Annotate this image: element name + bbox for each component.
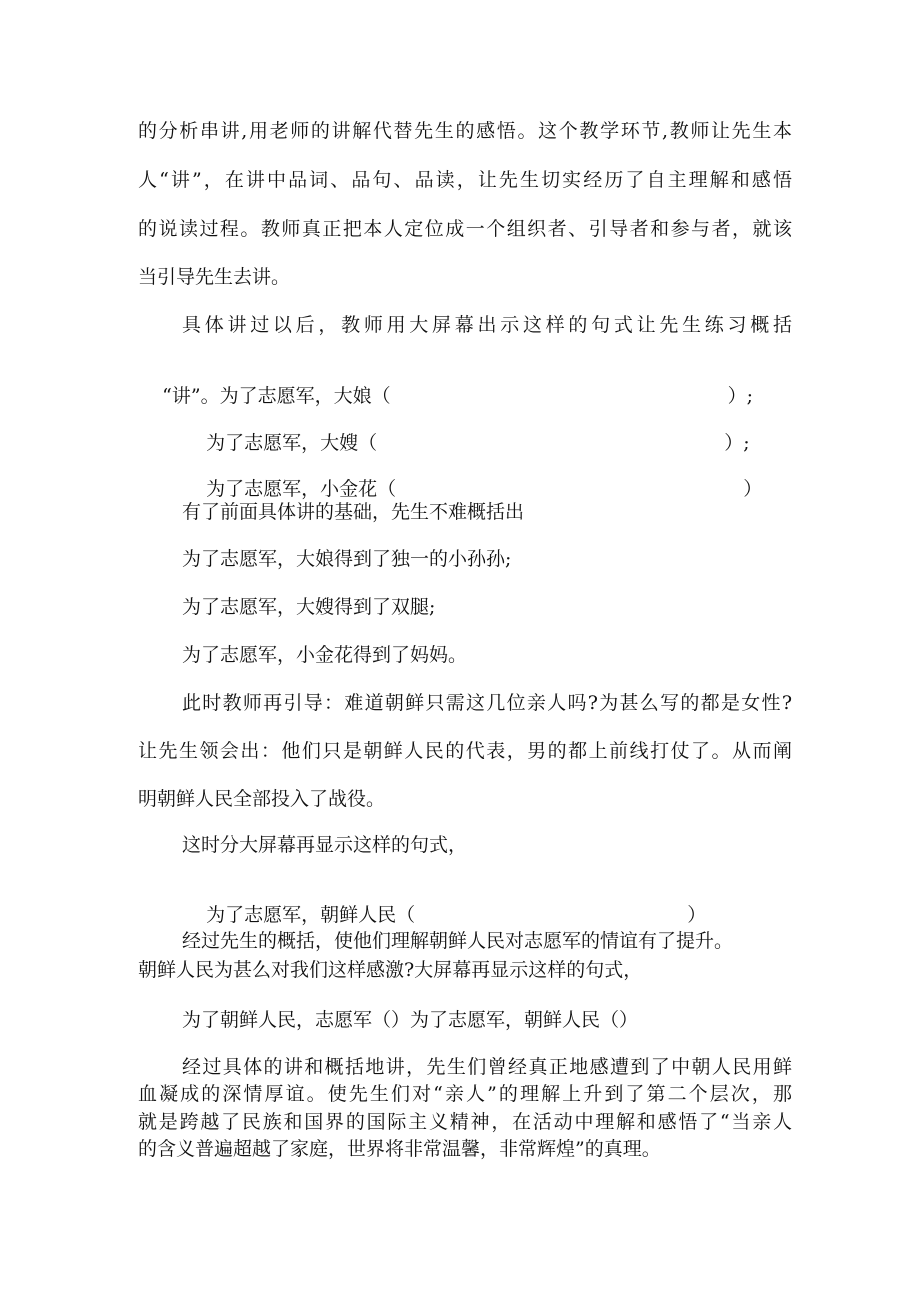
blank-close-chaoxian: ） — [687, 904, 707, 926]
paragraph-4-line-2: 让先生领会出：他们只是朝鲜人民的代表，男的都上前线打仗了。从而阐 — [138, 740, 792, 762]
paragraph-1-line-1: 的分析串讲,用老师的讲解代替先生的感悟。这个教学环节,教师让先生本 — [138, 120, 792, 142]
paragraph-7-line-2: 血凝成的深情厚谊。使先生们对“亲人”的理解上升到了第二个层次，那 — [138, 1083, 792, 1105]
paragraph-7-line-3: 就是跨越了民族和国界的国际主义精神，在活动中理解和感悟了“当亲人 — [138, 1111, 792, 1133]
blank-close-xiaojinhua: ） — [743, 478, 763, 500]
paragraph-1-line-4: 当引导先生去讲。 — [138, 266, 291, 288]
pattern-mutual: 为了朝鲜人民，志愿军（）为了志愿军，朝鲜人民（） — [182, 1009, 639, 1031]
blank-prompt-dasao: 为了志愿军，大嫂（ — [206, 432, 378, 454]
paragraph-1-line-3: 的说读过程。教师真正把本人定位成一个组织者、引导者和参与者，就该 — [138, 218, 792, 240]
answer-line-1: 为了志愿军，大娘得到了独一的小孙孙; — [182, 548, 512, 570]
blank-prompt-chaoxian: 为了志愿军，朝鲜人民（ — [206, 904, 416, 926]
blank-prompt-xiaojinhua: 为了志愿军，小金花（ — [206, 478, 397, 500]
answer-line-2: 为了志愿军，大嫂得到了双腿; — [182, 596, 436, 618]
paragraph-4-line-1: 此时教师再引导：难道朝鲜只需这几位亲人吗?为甚么写的都是女性? — [182, 692, 792, 714]
answer-line-3: 为了志愿军，小金花得到了妈妈。 — [182, 644, 468, 666]
blank-prompt-daniang: “讲”。为了志愿军，大娘（ — [162, 385, 391, 407]
paragraph-6-line-1: 经过先生的概括，使他们理解朝鲜人民对志愿军的情谊有了提升。 — [182, 930, 734, 952]
paragraph-1-line-2: 人“讲”，在讲中品词、品句、品读，让先生切实经历了自主理解和感悟 — [138, 169, 792, 191]
paragraph-4-line-3: 明朝鲜人民全部投入了战役。 — [138, 788, 386, 810]
paragraph-6-line-2: 朝鲜人民为甚么对我们这样感激?大屏幕再显示这样的句式， — [138, 959, 643, 981]
paragraph-7-line-1: 经过具体的讲和概括地讲，先生们曾经真正地感遭到了中朝人民用鲜 — [182, 1056, 792, 1078]
blank-close-dasao: ）; — [724, 432, 750, 454]
paragraph-2-line-1: 具体讲过以后，教师用大屏幕出示这样的句式让先生练习概括 — [182, 314, 792, 336]
blank-close-daniang: ）; — [727, 385, 754, 407]
paragraph-3: 有了前面具体讲的基础，先生不难概括出 — [182, 501, 525, 523]
paragraph-5: 这时分大屏幕再显示这样的句式， — [182, 834, 468, 856]
paragraph-7-line-4: 的含义普遍超越了家庭，世界将非常温馨，非常辉煌”的真理。 — [138, 1138, 661, 1160]
